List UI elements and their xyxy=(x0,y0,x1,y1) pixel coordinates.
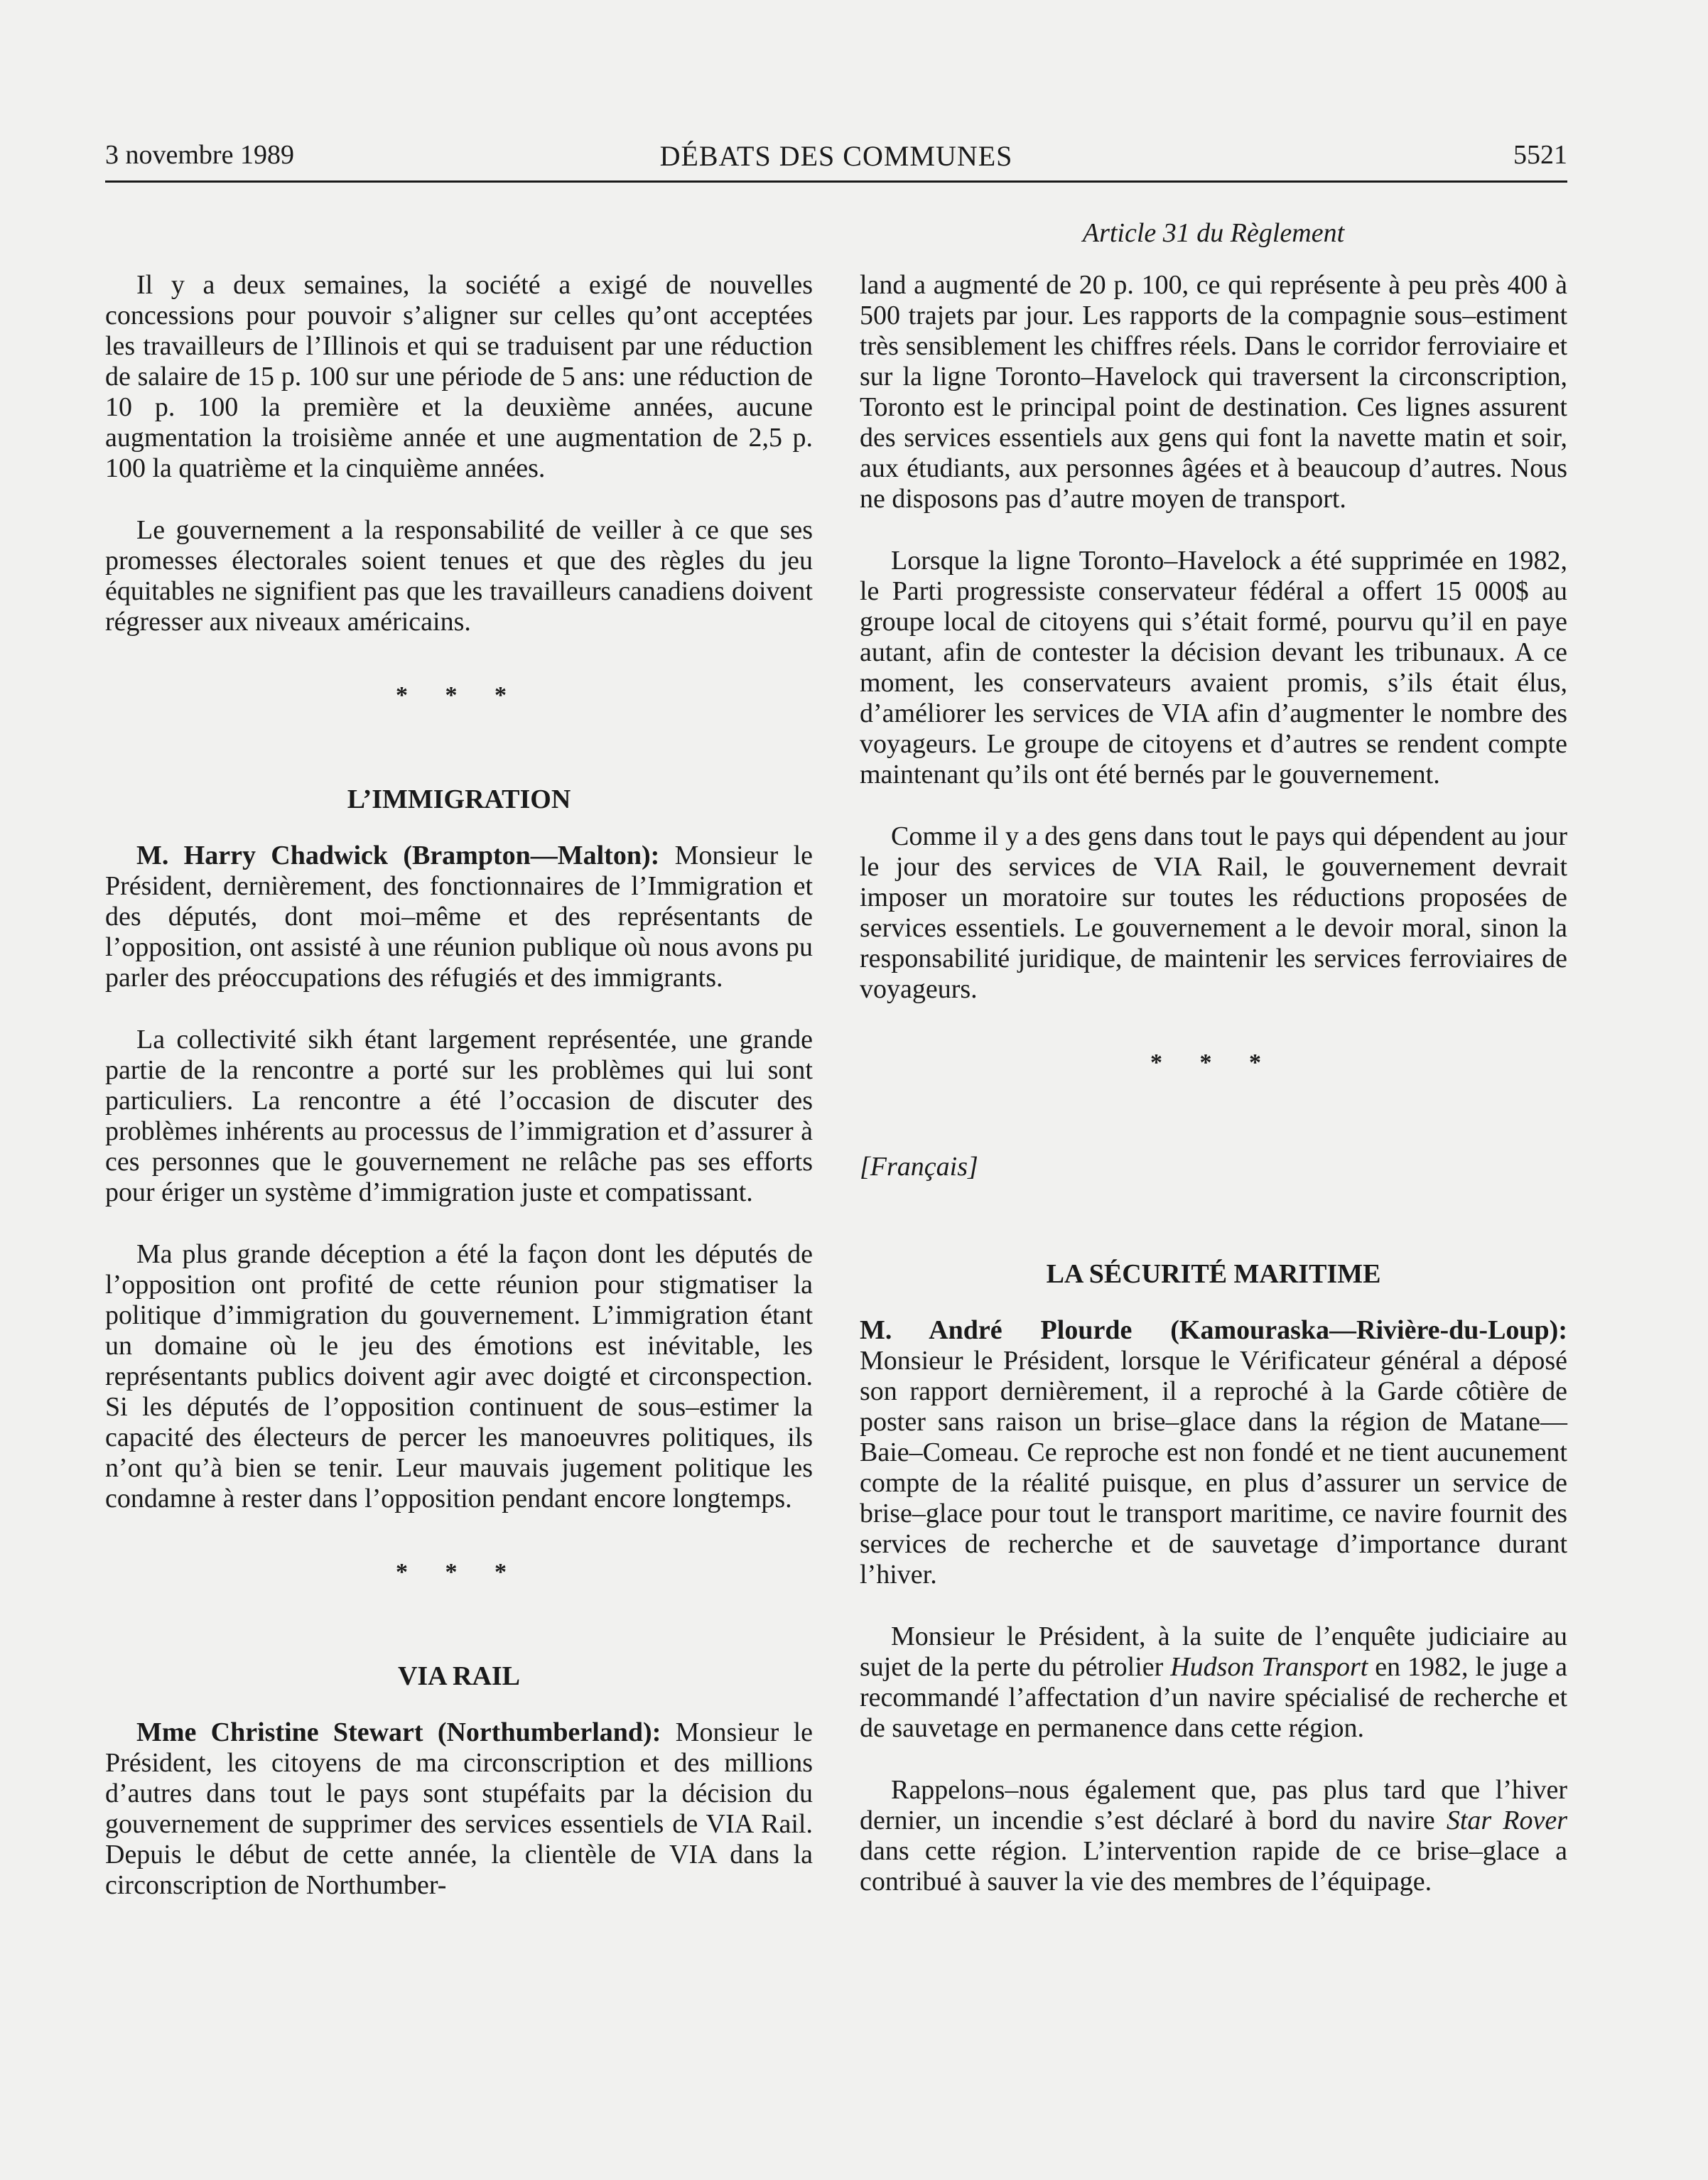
paragraph-speech xyxy=(105,1717,813,1901)
right-column xyxy=(860,270,1567,1928)
publication-title: DÉBATS DES COMMUNES xyxy=(659,140,1013,172)
speaker-name: Mme Christine Stewart (Northumberland): xyxy=(136,1717,661,1747)
text-run: Monsieur le Président, à la suite de l’enquête judiciaire au sujet de la perte du pétrolier xyxy=(860,1621,1567,1682)
header-rule xyxy=(105,180,1567,183)
section-heading-via-rail: VIA RAIL xyxy=(397,1661,521,1691)
paragraph xyxy=(860,1621,1567,1744)
speaker-name: M. Harry Chadwick (Brampton—Malton): xyxy=(136,841,660,870)
running-head: Article 31 du Règlement xyxy=(1082,218,1345,248)
section-separator: * * * xyxy=(1150,1049,1277,1076)
paragraph: Comme il y a des gens dans tout le pays qui dépendent au jour le jour des services de VIA Rail, le gouvernement devrait imposer un moratoire sur toutes les réductions proposées de services essentiels. Le gouvernement a le devoir moral, sinon la responsabilité juridique, de maintenir les services ferroviaires de voyageurs. xyxy=(860,821,1567,1004)
section-heading-securite-maritime: LA SÉCURITÉ MARITIME xyxy=(1046,1259,1381,1289)
paragraph-speech xyxy=(860,1315,1567,1590)
paragraph-speech xyxy=(105,841,813,993)
paragraph xyxy=(860,1775,1567,1897)
ship-name: Star Rover xyxy=(1446,1806,1568,1835)
paragraph: La collectivité sikh étant largement représentée, une grande partie de la rencontre a porté sur les problèmes qui lui sont particuliers. La rencontre a été l’occasion de discuter des problèmes inhérents au processus de l’immigration et d’assurer à ces personnes que le gouvernement ne relâche pas ses efforts pour ériger un système d’immigration juste et compatissant. xyxy=(105,1025,813,1207)
header-date: 3 novembre 1989 xyxy=(105,140,294,170)
left-column xyxy=(105,270,813,1932)
paragraph: Ma plus grande déception a été la façon dont les députés de l’opposition ont profité de cette réunion pour stigmatiser la politique d’immigration du gouvernement. L’immigration étant un domaine où le jeu des émotions est inévitable, les représentants publics doivent agir avec doigté et circonspection. Si les députés de l’opposition continuent de sous–estimer la capacité des électeurs de percer les manoeuvres politiques, ils n’ont qu’à bien se tenir. Leur mauvais jugement politique les condamne à rester dans l’opposition pendant encore longtemps. xyxy=(105,1239,813,1513)
speaker-name: M. André Plourde (Kamouraska—Rivière-du-Loup): xyxy=(860,1315,1567,1345)
speech-text: Monsieur le Président, dernièrement, des fonctionnaires de l’Immigration et des députés, dont moi–même et des représentants de l’opposition, ont assisté à une réunion publique où nous avons pu parler des préoccupations des réfugiés et des immigrants. xyxy=(105,841,814,993)
text-run: dans cette région. L’intervention rapide de ce brise–glace a contribué à sauver la vie des membres de l’équipage. xyxy=(860,1836,1567,1896)
ship-name: Hudson Transport xyxy=(1170,1652,1368,1682)
language-marker: [Français] xyxy=(860,1152,978,1182)
speech-text: Monsieur le Président, les citoyens de ma circonscription et des millions d’autres dans tout le pays sont stupéfaits par la décision du gouvernement de supprimer des services essentiels de VIA Rail. Depuis le début de cette année, la clientèle de VIA dans la circonscription de Northumber- xyxy=(105,1717,814,1900)
paragraph: Il y a deux semaines, la société a exigé de nouvelles concessions pour pouvoir s’aligner sur celles qu’ont acceptées les travailleurs de l’Illinois et qui se traduisent par une réduction de salaire de 15 p. 100 sur une période de 5 ans: une réduction de 10 p. 100 la première et la deuxième années, aucune augmentation la troisième année et une augmentation de 2,5 p. 100 la quatrième et la cinquième années. xyxy=(105,270,813,483)
section-separator: * * * xyxy=(396,1559,522,1585)
section-separator: * * * xyxy=(396,682,522,708)
page-number: 5521 xyxy=(1513,140,1567,170)
speech-text: Monsieur le Président, lorsque le Vérificateur général a déposé son rapport dernièrement, il a reproché à la Garde côtière de poster sans raison un brise–glace dans la région de Matane—Baie–Comeau. Ce reproche est non fondé et ne tient aucunement compte de la réalité puisque, en plus d’assurer un service de brise–glace pour tout le transport maritime, ce navire fournit des services de recherche et de sauvetage d’importance durant l’hiver. xyxy=(860,1346,1567,1590)
text-run: Rappelons–nous également que, pas plus tard que l’hiver dernier, un incendie s’est déclaré à bord du navire xyxy=(860,1775,1567,1835)
paragraph: Le gouvernement a la responsabilité de veiller à ce que ses promesses électorales soient tenues et que des règles du jeu équitables ne signifient pas que les travailleurs canadiens doivent régresser aux niveaux américains. xyxy=(105,515,813,637)
page-header xyxy=(105,139,1567,179)
paragraph: Lorsque la ligne Toronto–Havelock a été supprimée en 1982, le Parti progressiste conservateur fédéral a offert 15 000$ au groupe local de citoyens qui s’était formé, pourvu qu’il en paye autant, afin de contester la décision devant les tribunaux. A ce moment, les conservateurs avaient promis, s’ils était élus, d’améliorer les services de VIA afin d’augmenter le nombre des voyageurs. Le groupe de citoyens et d’autres se rendent compte maintenant qu’ils ont été bernés par le gouvernement. xyxy=(860,546,1567,789)
section-heading-immigration: L’IMMIGRATION xyxy=(347,784,571,814)
paragraph-continued: land a augmenté de 20 p. 100, ce qui représente à peu près 400 à 500 trajets par jour. Les rapports de la compagnie sous–estiment très sensiblement les chiffres réels. Dans le corridor ferroviaire et sur la ligne Toronto–Havelock qui traversent la circonscription, Toronto est le principal point de destination. Ces lignes assurent des services essentiels aux gens qui font la navette matin et soir, aux étudiants, aux personnes âgées et à beaucoup d’autres. Nous ne disposons pas d’autre moyen de transport. xyxy=(860,270,1567,514)
text-run: en 1982, le juge a recommandé l’affectation d’un navire spécialisé de recherche et de sauvetage en permanence dans cette région. xyxy=(860,1652,1567,1743)
